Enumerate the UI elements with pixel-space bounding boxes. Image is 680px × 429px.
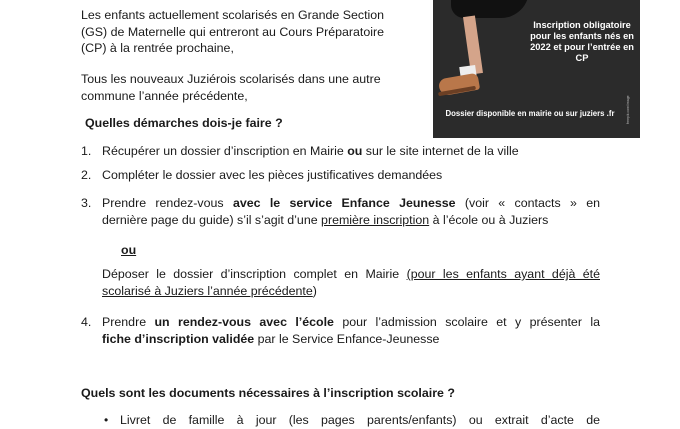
alternative-option: [102, 266, 600, 299]
alt-underlined: scolarisé à Juziers l’année précédente: [102, 283, 313, 298]
step-4: [102, 314, 600, 347]
inscription-poster-image: [433, 0, 640, 138]
step-3-line-1: [102, 195, 600, 212]
text-line: commune l’année précédente,: [81, 88, 248, 103]
heading-text: Quelles démarches dois-je faire ?: [85, 116, 283, 130]
alt-line-1: [102, 266, 600, 283]
section-heading-demarches: [85, 115, 283, 132]
alt-underlined: (pour les enfants ayant déjà été: [406, 267, 600, 281]
step-underlined: première inscription: [321, 212, 430, 227]
alt-text: ): [312, 283, 317, 298]
step-text: Prendre: [102, 315, 155, 329]
step-emphasis: un rendez-vous avec l’école: [154, 315, 334, 329]
intro-paragraph-2: [81, 71, 426, 104]
step-2: Compléter le dossier avec les pièces justificatives demandées: [102, 168, 443, 182]
poster-footer: Dossier disponible en mairie ou sur juziers .fr: [445, 109, 615, 118]
step-emphasis: ou: [347, 144, 363, 158]
step-1: [102, 143, 600, 160]
bullet-icon: •: [104, 413, 109, 427]
poster-credit: freepik.com/image: [626, 95, 630, 124]
step-number: 1.: [81, 144, 92, 158]
step-emphasis: fiche d’inscription validée: [102, 331, 255, 346]
step-text: dernière page du guide) s’il s’agit d’une: [102, 212, 322, 227]
step-text: pour l’admission scolaire et y présenter la: [333, 315, 600, 329]
heading-text: Quels sont les documents nécessaires à l’inscription scolaire ?: [81, 386, 455, 400]
text-line: Tous les nouveaux Juziérois scolarisés dans une autre: [81, 72, 381, 86]
step-4-line-2: [102, 331, 600, 348]
alt-line-2: [102, 283, 600, 300]
step-emphasis: avec le service Enfance Jeunesse: [232, 196, 456, 210]
step-text: à l’école ou à Juziers: [429, 212, 549, 227]
step-number: 4.: [81, 315, 92, 329]
step-4-line-1: [102, 314, 600, 331]
step-number: 3.: [81, 196, 92, 210]
poster-caption: Inscription obligatoire pour les enfants nés en 2022 et pour l’entrée en CP: [530, 20, 634, 63]
step-3-line-2: [102, 212, 600, 229]
section-heading-documents: [81, 385, 455, 402]
step-text: Prendre rendez-vous: [102, 196, 233, 210]
poster-skirt-shape: [451, 0, 529, 18]
step-text: (voir « contacts » en: [455, 196, 601, 210]
step-text: par le Service Enfance-Jeunesse: [254, 331, 440, 346]
or-separator: [121, 242, 136, 259]
document-item-1: Livret de famille à jour (les pages parents/enfants) ou extrait d’acte de: [120, 413, 600, 427]
step-text: sur le site internet de la ville: [362, 144, 519, 158]
intro-paragraph-1: [81, 7, 426, 57]
or-word: ou: [121, 243, 137, 257]
text-line: Les enfants actuellement scolarisés en Grande Section: [81, 8, 385, 22]
text-line: (CP) à la rentrée prochaine,: [81, 41, 234, 55]
step-number: 2.: [81, 168, 92, 182]
alt-text: Déposer le dossier d’inscription complet en Mairie: [102, 267, 407, 281]
text-line: (GS) de Maternelle qui entreront au Cours Préparatoire: [81, 24, 385, 39]
step-text: Récupérer un dossier d’inscription en Mairie: [102, 144, 348, 158]
step-3: [102, 195, 600, 228]
